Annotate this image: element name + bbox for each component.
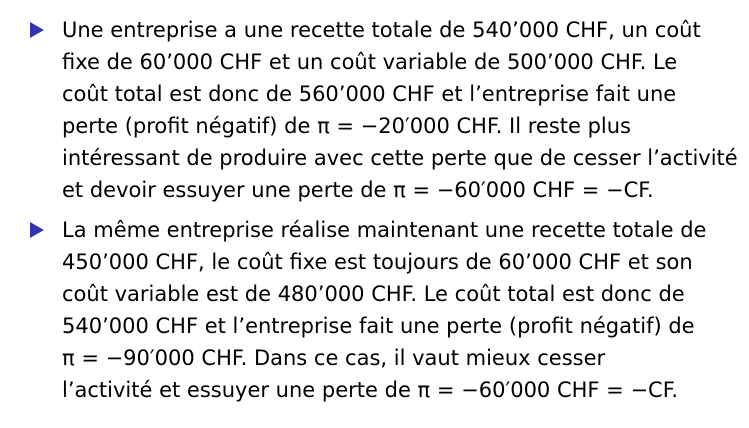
item-1-line-3: coût total est donc de 560’000 CHF et l’entreprise fait une [62,82,677,106]
triangle-right-icon [30,22,44,38]
item-1-line-6: et devoir essuyer une perte de π = −60′000 CHF = −CF. [62,178,654,202]
item-1-line-1: Une entreprise a une recette totale de 540’000 CHF, un coût [62,18,701,42]
item-2-line-2: 450’000 CHF, le coût fixe est toujours de 60’000 CHF et son [62,250,693,274]
item-2-line-4: 540’000 CHF et l’entreprise fait une perte (profit négatif) de [62,314,695,338]
item-2-line-3: coût variable est de 480’000 CHF. Le coût total est donc de [62,282,685,306]
item-2-line-5: π = −90′000 CHF. Dans ce cas, il vaut mieux cesser [62,346,606,370]
item-2-line-6: l’activité et essuyer une perte de π = −60′000 CHF = −CF. [62,378,679,402]
item-1-line-2: fixe de 60’000 CHF et un coût variable de 500’000 CHF. Le [62,50,678,74]
triangle-right-icon [30,222,44,238]
item-2-line-1: La même entreprise réalise maintenant une recette totale de [62,218,707,242]
item-1-line-4: perte (profit négatif) de π = −20′000 CHF. Il reste plus [62,114,631,138]
item-1-line-5: intéressant de produire avec cette perte que de cesser l’activité [62,146,738,170]
